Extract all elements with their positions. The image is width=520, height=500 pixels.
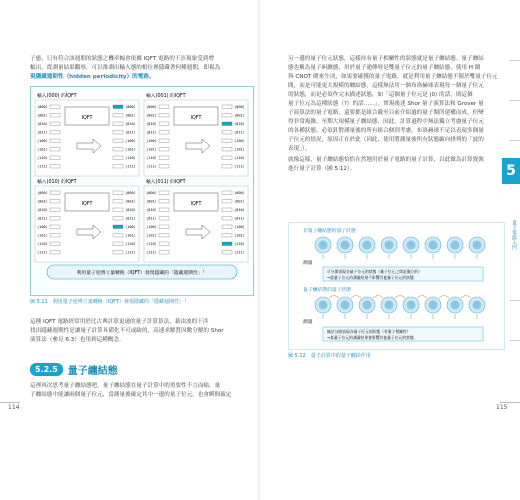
state-label: |111⟩ [125, 250, 136, 255]
state-label: |111⟩ [234, 164, 245, 169]
state-label: |001⟩ [146, 113, 157, 118]
output-amplitude [113, 234, 123, 238]
input-amplitude [50, 200, 60, 204]
state-label: |001⟩ [234, 199, 245, 204]
state-label: |011⟩ [37, 216, 48, 221]
output-amplitude [222, 131, 232, 135]
state-label: |011⟩ [234, 216, 245, 221]
note-2a: 無法分開表現各量子位元的狀態（有量子相關性） [327, 329, 411, 334]
state-label: |011⟩ [125, 130, 136, 135]
state-label: |011⟩ [37, 130, 48, 135]
state-label: |000⟩ [37, 191, 48, 195]
bloch-sphere-core [451, 241, 460, 250]
iqft-panel-1 [144, 92, 248, 176]
bloch-sphere-core [429, 301, 438, 310]
output-amplitude [222, 225, 232, 229]
output-amplitude [222, 200, 232, 204]
state-label: |010⟩ [125, 122, 136, 126]
state-label: |110⟩ [125, 156, 136, 160]
input-amplitude [50, 251, 60, 255]
bloch-sphere-core [319, 241, 328, 250]
right-page [260, 0, 520, 500]
input-amplitude [159, 148, 169, 152]
bloch-sphere-core [363, 241, 372, 250]
iqft-panel-2 [35, 178, 139, 262]
state-label: |110⟩ [37, 156, 48, 160]
side-mark [510, 100, 520, 101]
output-amplitude [222, 139, 232, 143]
figure-5-11-caption: 圖 5.11 利用量子逆傅立葉轉換（IQFT）發現隱藏的「隱藏週期性」！ [30, 299, 189, 305]
iqft-diagram [31, 87, 253, 295]
non-entangled-label: 非量子纏結態的量子狀態 [303, 229, 356, 234]
bloch-sphere-core [319, 301, 328, 310]
state-label: |100⟩ [125, 139, 136, 143]
output-amplitude [113, 114, 123, 118]
state-label: |011⟩ [146, 216, 157, 221]
state-label: |110⟩ [234, 156, 245, 160]
figure-iqft [30, 86, 254, 296]
output-amplitude [113, 242, 123, 246]
state-label: |001⟩ [37, 113, 48, 118]
chapter-label: 量子電路入門 [511, 220, 517, 250]
input-amplitude [50, 139, 60, 143]
left-page-number: 114 [8, 404, 20, 411]
figure-5-12-caption: 圖 5.12 量子計算中的量子纏結作用 [288, 353, 371, 359]
iqft-gate-label: IQFT [81, 202, 93, 207]
state-label: |011⟩ [234, 130, 245, 135]
state-label: |100⟩ [146, 225, 157, 229]
input-amplitude [50, 122, 60, 126]
output-amplitude [113, 251, 123, 255]
output-amplitude [113, 165, 123, 169]
input-amplitude [50, 165, 60, 169]
state-label: |100⟩ [125, 225, 136, 229]
state-label: |111⟩ [37, 250, 48, 255]
state-label: |100⟩ [234, 225, 245, 229]
panel-title: 輸入(001) 的IQFT [146, 94, 186, 99]
state-label: |111⟩ [234, 250, 245, 255]
bloch-sphere-core [473, 241, 482, 250]
state-label: |101⟩ [234, 147, 245, 152]
state-label: |110⟩ [125, 242, 136, 246]
entanglement-link [439, 296, 449, 299]
output-amplitude [113, 156, 123, 160]
input-amplitude [159, 251, 169, 255]
input-amplitude [50, 156, 60, 160]
figure-entanglement [288, 222, 505, 350]
state-label: |000⟩ [125, 191, 136, 195]
input-amplitude [50, 234, 60, 238]
state-label: |101⟩ [125, 147, 136, 152]
bloch-sphere-core [341, 301, 350, 310]
state-label: |011⟩ [146, 130, 157, 135]
entanglement-link [417, 296, 427, 299]
state-label: |001⟩ [125, 113, 136, 118]
input-amplitude [50, 217, 60, 221]
output-amplitude [222, 156, 232, 160]
output-amplitude [222, 234, 232, 238]
measure-label-1: 測量 [303, 261, 313, 266]
output-amplitude [222, 217, 232, 221]
input-amplitude [159, 156, 169, 160]
state-label: |001⟩ [37, 199, 48, 204]
state-label: |100⟩ [146, 139, 157, 143]
panel-title: 輸入(010) 的IQFT [37, 180, 77, 185]
output-amplitude [113, 131, 123, 135]
section-title: 量子纏結態 [67, 366, 118, 377]
entangled-label: 量子纏結態的量子狀態 [303, 288, 351, 293]
side-mark [510, 60, 520, 61]
output-amplitude [113, 191, 123, 195]
right-page-number: 115 [496, 404, 508, 411]
state-label: |101⟩ [125, 233, 136, 238]
right-footer-rule [500, 402, 520, 403]
bloch-sphere-core [363, 301, 372, 310]
output-amplitude [222, 242, 232, 246]
iqft-panel-3 [144, 178, 248, 262]
input-amplitude [159, 114, 169, 118]
entanglement-link [329, 296, 339, 299]
input-amplitude [159, 131, 169, 135]
output-amplitude [113, 148, 123, 152]
state-label: |101⟩ [37, 233, 48, 238]
output-amplitude [113, 139, 123, 143]
iqft-note-text: 利用量子逆傅立葉轉換（IQFT）發現隱藏的「隱藏週期性」！ [76, 271, 208, 276]
left-paragraph-1: 子態，只有符合該週期的狀態之機率幅會依據 IQFT 電路的干涉現象受到增 幅出，從測量結果觀察，可以推測出輸入態的相位裡隱藏著何種週期，即視為 現隱藏週期性（hidden periodicity）的電路。 [30, 56, 221, 80]
state-label: |010⟩ [37, 122, 48, 126]
bloch-sphere-core [385, 301, 394, 310]
input-amplitude [50, 191, 60, 195]
input-amplitude [159, 234, 169, 238]
bloch-sphere-core [473, 301, 482, 310]
state-label: |101⟩ [234, 233, 245, 238]
right-paragraph-1: 另一邊的量子位元狀態，這樣持有量子相關性的狀態就是量子纏結態。量子纏結 態也稱為量子糾纏態，用於量子通傳時是雙量子位元的量子纏結態，使用 H 閘 與 CNOT 閘來生成，如果要確獲的量子電路，就是利用量子纏結態不限於雙量子位元 間，而是可能更大規模的纏結態，這樣無法用一個布洛赫球表現每一個量子位元 的狀態，而是必須作完未描述狀態，如「這個量子位元是 |0⟩ 的話，則這個 量子位元為這種狀態（?）的話……」。實現後述 Shor 量子演算法和 Grover 量 子演算法的量子電路，還要都是組合戴至目前介紹過的量子閘所建構而成，但變 得非常複雜，至期大規模量子纏結態，因此，計算過程中無法獨立考慮量子位元 的各種狀態，必須針對測量後的所有組合個別考慮，布洛赫球不足以表現多個量 子位元的情況，原因正在於此（因此，使用將測量後所有狀態縮向排列的「波的 表現」）。 就像這樣，量子纏結態恰恰在然地用於量子電路的量子計算，以此做為計算資源 進行量子計算（圖 5.12）。 [288, 56, 498, 172]
input-amplitude [159, 225, 169, 229]
state-label: |000⟩ [125, 105, 136, 109]
output-amplitude [222, 251, 232, 255]
input-amplitude [50, 148, 60, 152]
output-amplitude [222, 165, 232, 169]
section-number: 5.2.5 [30, 363, 63, 376]
input-amplitude [50, 225, 60, 229]
state-label: |001⟩ [146, 199, 157, 204]
input-amplitude [50, 242, 60, 246]
note-1a: 可分開表現各量子位元的狀態（量子位元之間是獨立的） [327, 269, 422, 274]
state-label: |000⟩ [234, 105, 245, 109]
state-label: |000⟩ [146, 105, 157, 109]
state-label: |111⟩ [146, 164, 157, 169]
entanglement-link [351, 296, 361, 299]
section-heading [30, 362, 118, 377]
left-paragraph-3: 這裡再次思考量子纏結態吧。量子纏結態在量子計算中的重要性不言而喻，量 子纏結態中能讓兩個量子位元，當測量後確定其中一邊的量子位元，也會瞬間確定 [30, 383, 232, 398]
note-1b: →當量子位元的測量結果不影響其他量子位元的狀態 [327, 275, 414, 280]
side-mark [510, 340, 520, 341]
state-label: |100⟩ [37, 139, 48, 143]
bloch-sphere-core [451, 301, 460, 310]
state-label: |011⟩ [125, 216, 136, 221]
side-mark [510, 300, 520, 301]
input-amplitude [159, 122, 169, 126]
iqft-gate-label: IQFT [190, 202, 202, 207]
iqft-gate-label: IQFT [81, 116, 93, 121]
state-label: |110⟩ [146, 242, 157, 246]
state-label: |010⟩ [146, 208, 157, 212]
left-footer-rule [0, 402, 20, 403]
note-2b: →某量子位元的測量結果會影響其他量子位元的狀態 [327, 335, 414, 340]
state-label: |010⟩ [234, 122, 245, 126]
state-label: |111⟩ [146, 250, 157, 255]
output-amplitude [222, 208, 232, 212]
input-amplitude [159, 208, 169, 212]
bloch-sphere-core [429, 241, 438, 250]
state-label: |010⟩ [37, 208, 48, 212]
output-amplitude [222, 148, 232, 152]
state-label: |101⟩ [146, 233, 157, 238]
input-amplitude [50, 105, 60, 109]
left-paragraph-2: 這種 IQFT 電路經常用於比古典計算更速的量子計算算法，藉由波的干涉 找出隱藏週期性是讓量子計算具備化不可或缺的，高速求解質因數分解的 Shor 演算法（參見 6.3）也用到這種概念。 [30, 319, 224, 343]
input-amplitude [159, 165, 169, 169]
state-label: |010⟩ [146, 122, 157, 126]
input-amplitude [159, 105, 169, 109]
state-label: |100⟩ [234, 139, 245, 143]
input-amplitude [159, 200, 169, 204]
state-label: |110⟩ [234, 242, 245, 246]
state-label: |110⟩ [37, 242, 48, 246]
state-label: |010⟩ [234, 208, 245, 212]
input-amplitude [50, 114, 60, 118]
panel-title: 輸入(000) 的IQFT [37, 94, 77, 99]
state-label: |000⟩ [234, 191, 245, 195]
bloch-sphere-core [407, 241, 416, 250]
entanglement-diagram [289, 223, 504, 349]
state-label: |000⟩ [146, 191, 157, 195]
measure-label-2: 測量 [303, 320, 313, 325]
state-label: |111⟩ [125, 164, 136, 169]
input-amplitude [159, 242, 169, 246]
output-amplitude [113, 200, 123, 204]
output-amplitude [113, 105, 123, 109]
input-amplitude [50, 208, 60, 212]
chapter-tab: 5 [502, 158, 520, 184]
state-label: |001⟩ [125, 199, 136, 204]
output-amplitude [222, 105, 232, 109]
input-amplitude [159, 139, 169, 143]
iqft-gate-label: IQFT [190, 116, 202, 121]
state-label: |101⟩ [37, 147, 48, 152]
state-label: |101⟩ [146, 147, 157, 152]
state-label: |000⟩ [37, 105, 48, 109]
output-amplitude [113, 217, 123, 221]
output-amplitude [113, 122, 123, 126]
output-amplitude [222, 191, 232, 195]
iqft-panel-0 [35, 92, 139, 176]
bloch-sphere-core [407, 301, 416, 310]
input-amplitude [159, 217, 169, 221]
output-amplitude [113, 225, 123, 229]
state-label: |110⟩ [146, 156, 157, 160]
bloch-sphere-core [341, 241, 350, 250]
state-label: |001⟩ [234, 113, 245, 118]
input-amplitude [50, 131, 60, 135]
side-mark [510, 140, 520, 141]
output-amplitude [113, 208, 123, 212]
input-amplitude [159, 191, 169, 195]
entanglement-link [373, 296, 383, 299]
entanglement-link [395, 296, 405, 299]
bloch-sphere-core [385, 241, 394, 250]
output-amplitude [222, 122, 232, 126]
state-label: |010⟩ [125, 208, 136, 212]
state-label: |111⟩ [37, 164, 48, 169]
state-label: |100⟩ [37, 225, 48, 229]
panel-title: 輸入(011) 的IQFT [146, 180, 186, 185]
output-amplitude [222, 114, 232, 118]
entanglement-link [461, 296, 471, 299]
